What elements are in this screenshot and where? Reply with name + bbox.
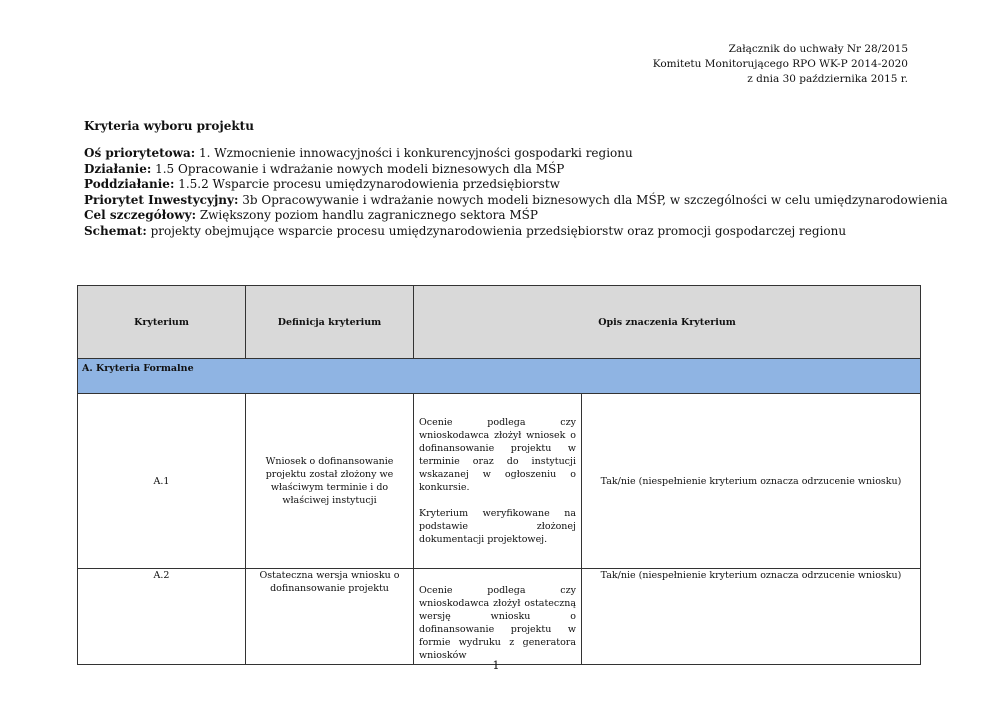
criterion-description bbox=[414, 569, 582, 665]
criterion-definition: Ostateczna wersja wniosku o dofinansowanie projektu bbox=[246, 569, 414, 665]
header-meaning: Opis znaczenia Kryterium bbox=[414, 286, 921, 359]
meta-sub-action bbox=[84, 177, 948, 193]
header-note-line: Komitetu Monitorującego RPO WK-P 2014-2020 bbox=[652, 58, 908, 70]
section-row bbox=[78, 359, 921, 394]
project-metadata bbox=[84, 146, 948, 239]
meta-value: 1.5.2 Wsparcie procesu umiędzynarodowienia przedsiębiorstw bbox=[174, 177, 560, 191]
criterion-description bbox=[414, 394, 582, 569]
criterion-meaning: Tak/nie (niespełnienie kryterium oznacza odrzucenie wniosku) bbox=[582, 569, 921, 665]
header-note-line: z dnia 30 października 2015 r. bbox=[747, 73, 908, 85]
table-row bbox=[78, 569, 921, 665]
header-criterion: Kryterium bbox=[78, 286, 246, 359]
description-paragraph: Ocenie podlega czy wnioskodawca złożył wniosek o dofinansowanie projektu w terminie oraz do instytucji wskazanej w ogłoszeniu o konkursie. bbox=[419, 417, 576, 493]
header-note bbox=[653, 42, 908, 87]
section-title: A. Kryteria Formalne bbox=[78, 359, 921, 394]
criterion-id: A.2 bbox=[78, 569, 246, 665]
meta-scheme bbox=[84, 224, 948, 240]
meta-value: Zwiększony poziom handlu zagranicznego sektora MŚP bbox=[196, 208, 538, 222]
meta-priority-axis bbox=[84, 146, 948, 162]
meta-label: Priorytet Inwestycyjny: bbox=[84, 192, 239, 207]
meta-label: Schemat: bbox=[84, 223, 147, 238]
meta-label: Oś priorytetowa: bbox=[84, 146, 196, 160]
meta-action bbox=[84, 162, 948, 178]
description-paragraph: Kryterium weryfikowane na podstawie złożonej dokumentacji projektowej. bbox=[419, 508, 576, 545]
meta-value: projekty obejmujące wsparcie procesu umiędzynarodowienia przedsiębiorstw oraz promocji gospodarczej regionu bbox=[146, 223, 847, 238]
criteria-table bbox=[77, 285, 921, 665]
meta-label: Cel szczegółowy: bbox=[84, 208, 196, 222]
criterion-meaning: Tak/nie (niespełnienie kryterium oznacza odrzucenie wniosku) bbox=[582, 394, 921, 569]
meta-value: 1.5 Opracowanie i wdrażanie nowych modeli biznesowych dla MŚP bbox=[151, 161, 565, 176]
meta-label: Poddziałanie: bbox=[84, 177, 175, 191]
meta-value: 3b Opracowywanie i wdrażanie nowych modeli biznesowych dla MŚP, w szczególności w celu umiędzynarodowienia bbox=[238, 192, 948, 207]
table-header-row bbox=[78, 286, 921, 359]
header-note-line: Załącznik do uchwały Nr 28/2015 bbox=[728, 43, 908, 55]
criterion-definition: Wniosek o dofinansowanie projektu został złożony we właściwym terminie i do właściwej instytucji bbox=[246, 394, 414, 569]
meta-value: 1. Wzmocnienie innowacyjności i konkurencyjności gospodarki regionu bbox=[195, 146, 633, 160]
meta-investment-priority bbox=[84, 193, 948, 209]
page-number: 1 bbox=[492, 659, 500, 672]
meta-specific-goal bbox=[84, 208, 948, 224]
meta-label: Działanie: bbox=[84, 161, 152, 176]
header-definition: Definicja kryterium bbox=[246, 286, 414, 359]
table-row bbox=[78, 394, 921, 569]
document-title: Kryteria wyboru projektu bbox=[84, 119, 254, 133]
description-paragraph: Ocenie podlega czy wnioskodawca złożył ostateczną wersję wniosku o dofinansowanie projektu w formie wydruku z generatora wniosków bbox=[419, 585, 576, 661]
criterion-id: A.1 bbox=[78, 394, 246, 569]
